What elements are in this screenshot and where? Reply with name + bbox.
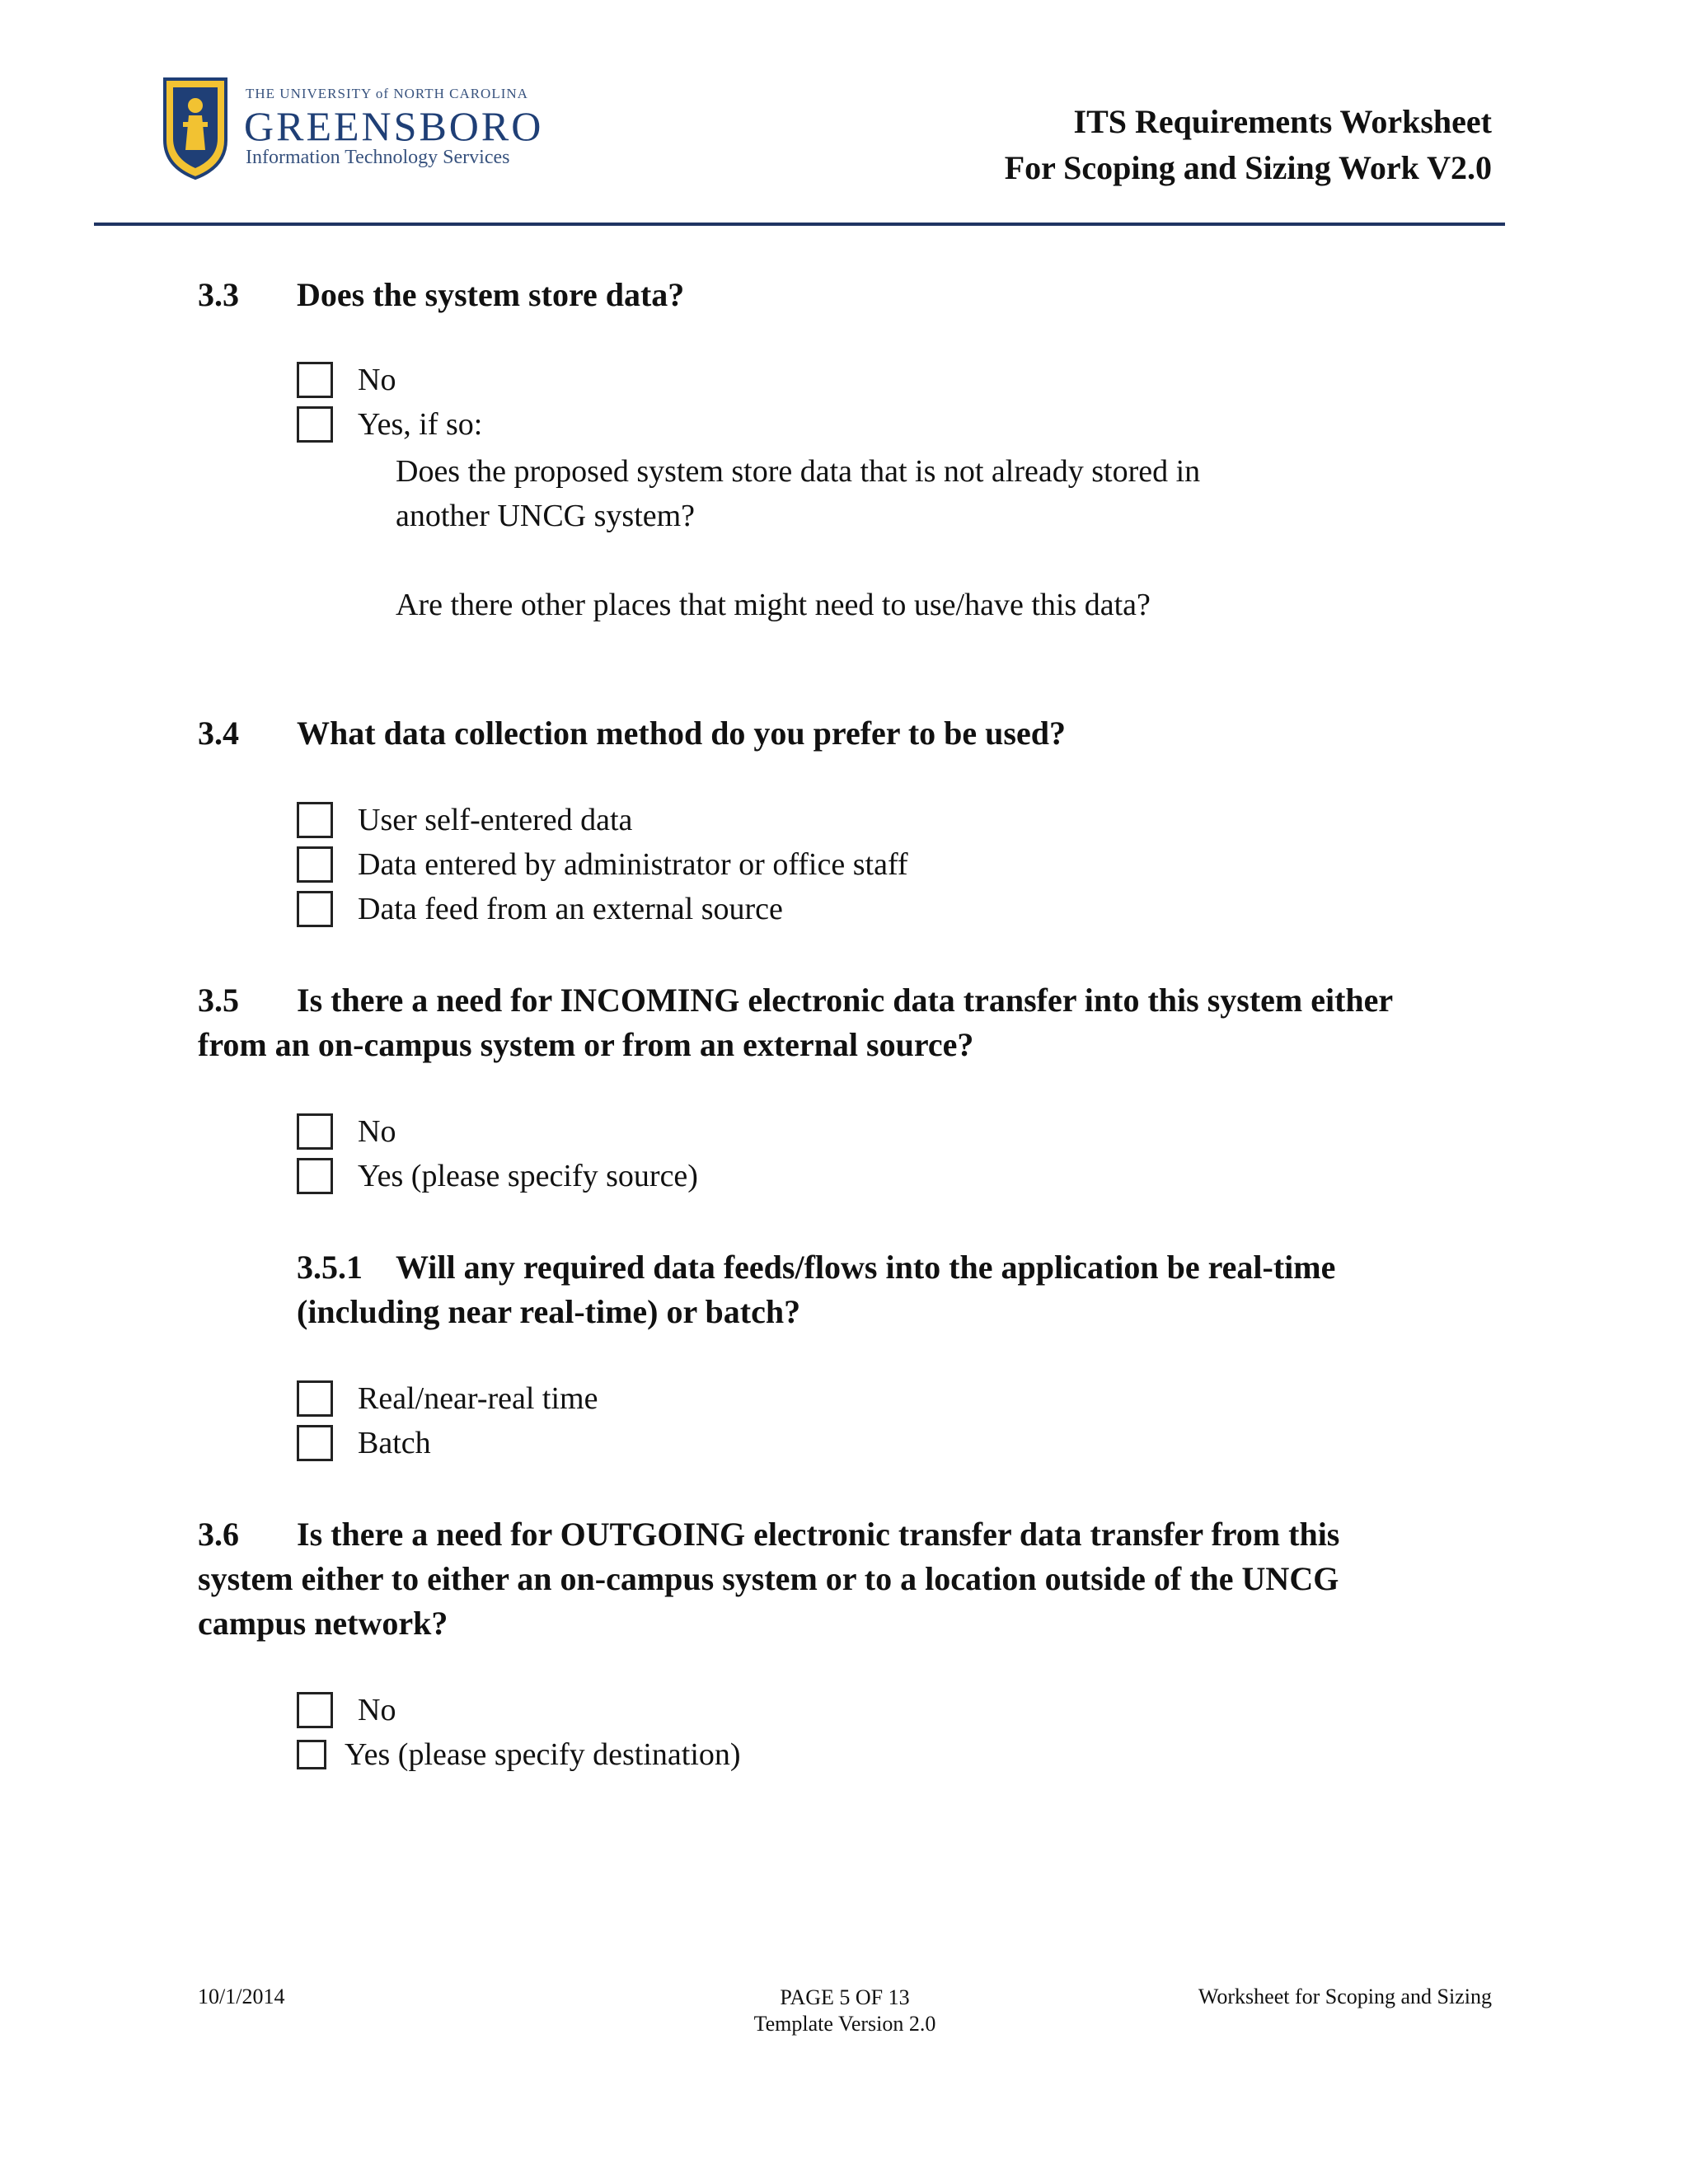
option-3-6-yes[interactable] — [297, 1734, 741, 1775]
question-number: 3.4 — [198, 715, 239, 752]
shield-logo-icon — [162, 76, 229, 181]
option-3-3-yes[interactable] — [297, 404, 482, 445]
question-text: What data collection method do you prefer to be used? — [297, 715, 1066, 752]
question-3-5-1-line2: (including near real-time) or batch? — [297, 1293, 801, 1330]
checkbox[interactable] — [297, 1380, 333, 1417]
option-label: Yes (please specify destination) — [345, 1737, 741, 1772]
checkbox[interactable] — [297, 802, 333, 838]
checkbox[interactable] — [297, 1740, 326, 1769]
question-number: 3.5 — [198, 982, 239, 1019]
option-label: No — [358, 1114, 396, 1149]
followup-text-2: Are there other places that might need to use/have this data? — [396, 588, 1151, 622]
option-3-3-no[interactable] — [297, 359, 396, 401]
footer-date: 10/1/2014 — [198, 1985, 285, 2008]
checkbox[interactable] — [297, 1113, 333, 1150]
checkbox[interactable] — [297, 891, 333, 927]
question-3-5-1 — [297, 1244, 1335, 1290]
logo-greensboro-text: GREENSBORO — [244, 103, 544, 149]
document-header-title — [1005, 99, 1492, 191]
question-number: 3.6 — [198, 1516, 239, 1553]
footer-right-title: Worksheet for Scoping and Sizing — [1198, 1985, 1492, 2008]
question-text: Will any required data feeds/flows into the application be real-time — [396, 1249, 1336, 1286]
followup-text-1b: another UNCG system? — [396, 499, 696, 533]
logo-university-text: THE UNIVERSITY of NORTH CAROLINA — [246, 86, 528, 101]
uncg-logo — [162, 71, 544, 186]
question-text: Is there a need for INCOMING electronic data transfer into this system either — [297, 982, 1394, 1019]
footer-page-number: PAGE 5 OF 13 — [780, 1985, 910, 2009]
checkbox[interactable] — [297, 1425, 333, 1461]
footer-template-version: Template Version 2.0 — [753, 2012, 936, 2036]
option-label: User self-entered data — [358, 803, 633, 837]
option-label: Yes, if so: — [358, 407, 483, 442]
option-label: Yes (please specify source) — [358, 1159, 698, 1193]
option-3-4-self-entered[interactable] — [297, 799, 632, 841]
header-divider — [94, 223, 1505, 226]
header-title-line2: For Scoping and Sizing Work V2.0 — [1004, 149, 1492, 186]
option-label: Data entered by administrator or office staff — [358, 847, 908, 882]
question-number: 3.3 — [198, 276, 239, 313]
question-3-6 — [198, 1511, 1339, 1557]
option-3-4-admin-entered[interactable] — [297, 844, 908, 885]
checkbox[interactable] — [297, 1158, 333, 1194]
question-text: Is there a need for OUTGOING electronic transfer data transfer from this — [297, 1516, 1340, 1553]
checkbox[interactable] — [297, 1692, 333, 1728]
question-3-6-line3: campus network? — [198, 1605, 448, 1642]
question-3-5-line2: from an on-campus system or from an external source? — [198, 1026, 974, 1063]
checkbox[interactable] — [297, 362, 333, 398]
footer-center — [701, 1985, 989, 2037]
question-3-6-line2: system either to either an on-campus system or to a location outside of the UNCG — [198, 1560, 1339, 1597]
checkbox[interactable] — [297, 846, 333, 883]
option-3-5-no[interactable] — [297, 1111, 396, 1152]
option-label: Data feed from an external source — [358, 892, 783, 926]
question-number: 3.5.1 — [297, 1249, 363, 1286]
question-text: Does the system store data? — [297, 276, 685, 313]
checkbox[interactable] — [297, 406, 333, 443]
header-title-line1: ITS Requirements Worksheet — [1073, 103, 1492, 140]
followup-text-1: Does the proposed system store data that is not already stored in — [396, 454, 1201, 489]
option-3-5-1-realtime[interactable] — [297, 1378, 598, 1419]
option-label: Batch — [358, 1426, 431, 1460]
option-3-6-no[interactable] — [297, 1690, 396, 1731]
logo-its-text: Information Technology Services — [246, 147, 510, 168]
option-3-5-yes[interactable] — [297, 1155, 698, 1197]
option-3-4-data-feed[interactable] — [297, 888, 783, 930]
question-3-5 — [198, 977, 1393, 1023]
option-label: Real/near-real time — [358, 1381, 598, 1416]
question-3-4 — [198, 710, 1066, 756]
option-label: No — [358, 1693, 396, 1727]
option-label: No — [358, 363, 396, 397]
question-3-3 — [198, 272, 684, 317]
option-3-5-1-batch[interactable] — [297, 1422, 431, 1464]
